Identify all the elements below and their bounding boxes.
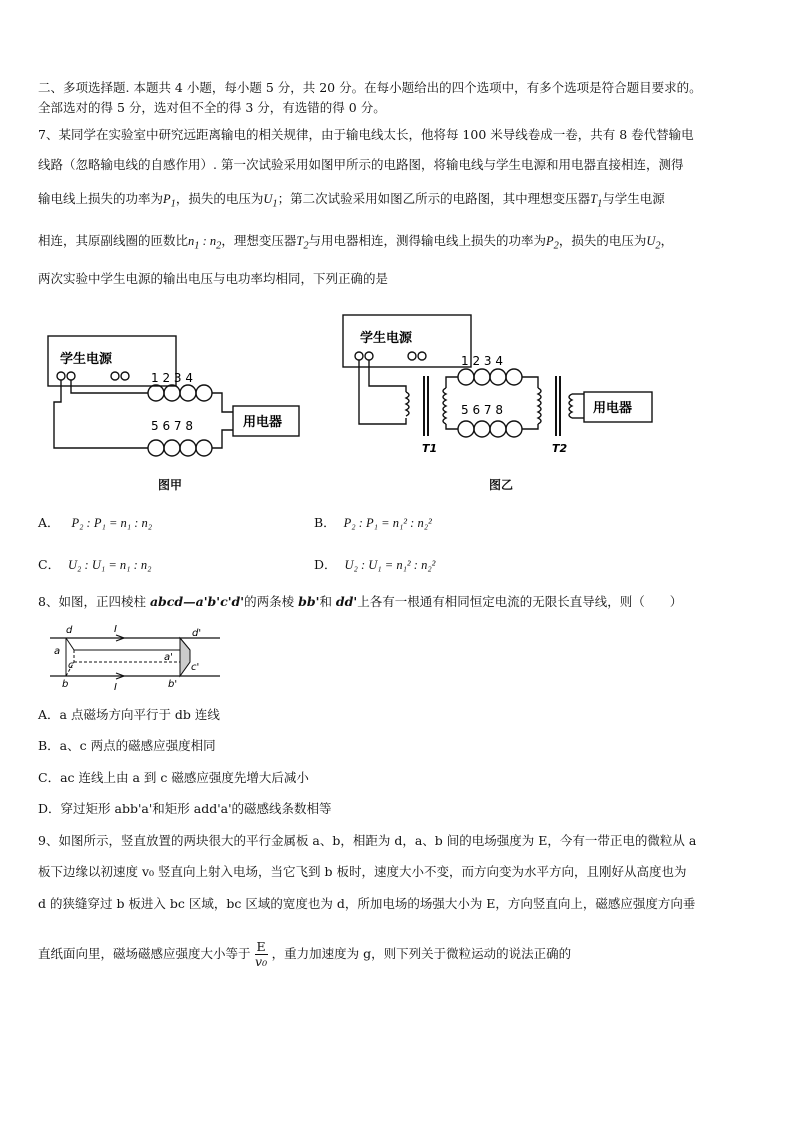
q7-line4-d: ，损失的电压为 xyxy=(558,233,647,248)
symbol-t1: $T_1$ xyxy=(590,192,603,210)
q7-option-b-formula: P₂ : P₁ = n₁² : n₂² xyxy=(343,516,432,530)
q7-line3-a: 输电线上损失的功率为 xyxy=(38,191,164,206)
q7-option-a[interactable]: A． P₂ : P₁ = n₁ : n₂ xyxy=(38,515,153,530)
q7-option-b[interactable]: B． P₂ : P₁ = n₁² : n₂² xyxy=(314,515,432,530)
terminal xyxy=(57,372,65,380)
svg-text:c: c xyxy=(68,660,74,671)
figure-prism xyxy=(44,620,224,696)
svg-text:a: a xyxy=(54,646,61,657)
q8-option-d[interactable]: D．穿过矩形 abb'a'和矩形 add'a'的磁感线条数相等 xyxy=(38,801,332,816)
source-label: 学生电源 xyxy=(60,352,113,367)
terminal xyxy=(111,372,119,380)
terminal xyxy=(67,372,75,380)
q7-line3-c: ；第二次试验采用如图乙所示的电路图，其中理想变压器 xyxy=(277,191,591,206)
figure-yi-caption: 图乙 xyxy=(489,478,514,492)
svg-text:b': b' xyxy=(168,679,178,690)
q8-prism-name: abcd—a'b'c'd' xyxy=(149,594,245,609)
symbol-t2: $T_2$ xyxy=(296,234,309,252)
q9-line3: d 的狭缝穿过 b 板进入 bc 区域，bc 区域的宽度也为 d，所加电场的场强大小为 E，方向竖直向上，磁感应强度方向垂 xyxy=(38,896,696,911)
section-heading-line1: 二、多项选择题. 本题共 4 小题，每小题 5 分，共 20 分。在每小题给出的四个选项中，有多个选项是符合题目要求的。 xyxy=(38,80,702,95)
fraction-e-over-v0: $\frac{E}{\text{v₀}}$ xyxy=(255,939,268,969)
t2-secondary-winding xyxy=(569,394,572,418)
symbol-p1: $P_1$ xyxy=(163,192,176,210)
svg-text:I: I xyxy=(114,624,117,635)
coil-top-label: 1 2 3 4 xyxy=(461,354,503,368)
coil-top-label: 1 2 3 4 xyxy=(151,371,193,385)
q7-line4-c: 与用电器相连，测得输电线上损失的功率为 xyxy=(308,233,547,248)
coil-top xyxy=(148,385,212,401)
q7-line3 xyxy=(38,189,758,215)
q7-option-c[interactable]: C． U₂ : U₁ = n₁ : n₂ xyxy=(38,557,152,572)
coil-bottom-label: 5 6 7 8 xyxy=(461,403,503,417)
figure-jia xyxy=(40,330,320,470)
svg-text:b: b xyxy=(62,679,69,690)
symbol-u1: $U_1$ xyxy=(263,192,278,210)
t2-label: T2 xyxy=(552,442,568,455)
figure-jia-caption: 图甲 xyxy=(158,478,183,492)
q7-line5: 两次实验中学生电源的输出电压与电功率均相同，下列正确的是 xyxy=(38,271,389,286)
figure-yi xyxy=(340,312,670,462)
q7-option-a-formula: P₂ : P₁ = n₁ : n₂ xyxy=(71,516,153,530)
svg-text:I: I xyxy=(114,682,117,693)
q8-option-a[interactable]: A．a 点磁场方向平行于 db 连线 xyxy=(38,707,220,722)
coil-bottom xyxy=(148,440,212,456)
q7-option-d-formula: U₂ : U₁ = n₁² : n₂² xyxy=(344,558,436,572)
q8-option-c[interactable]: C．ac 连线上由 a 到 c 磁感应强度先增大后减小 xyxy=(38,770,309,785)
t1-secondary-winding xyxy=(443,388,446,424)
svg-text:c': c' xyxy=(191,662,200,673)
t1-primary-winding xyxy=(406,392,409,416)
load-label: 用电器 xyxy=(593,401,633,416)
svg-text:d': d' xyxy=(192,628,202,639)
q7-line1: 7、某同学在实验室中研究远距离输电的相关规律，由于输电线太长，他将每 100 米导线卷成一卷，共有 8 卷代替输电 xyxy=(38,127,694,142)
q9-line4: 直纸面向里，磁场磁感应强度大小等于 $\frac{E}{\text{v₀}}$ ，重力加速度为 g，则下列关于微粒运动的说法正确的 xyxy=(38,939,572,969)
q7-line4-a: 相连，其原副线圈的匝数比 xyxy=(38,233,189,248)
symbol-ratio: $n_1$ : $n_2$ xyxy=(188,234,222,252)
q8-option-b[interactable]: B．a、c 两点的磁感应强度相同 xyxy=(38,738,216,753)
q7-line2: 线路（忽略输电线的自感作用）. 第一次试验采用如图甲所示的电路图，将输电线与学生电源和用电器直接相连，测得 xyxy=(38,157,684,172)
symbol-u2: $U_2$ xyxy=(646,234,661,252)
q7-line3-d: 与学生电源 xyxy=(602,191,665,206)
q9-line2: 板下边缘以初速度 v₀ 竖直向上射入电场，当它飞到 b 板时，速度大小不变，而方向变为水平方向，且刚好从高度也为 xyxy=(38,864,687,879)
svg-text:d: d xyxy=(66,625,73,636)
t2-primary-winding xyxy=(538,388,541,424)
q9-line1: 9、如图所示，竖直放置的两块很大的平行金属板 a、b，相距为 d，a、b 间的电场强度为 E，今有一带正电的微粒从 a xyxy=(38,833,697,848)
q7-line4-b: ，理想变压器 xyxy=(221,233,297,248)
q7-option-c-formula: U₂ : U₁ = n₁ : n₂ xyxy=(68,558,152,572)
terminal xyxy=(121,372,129,380)
coil-top xyxy=(458,369,522,385)
source-label: 学生电源 xyxy=(360,331,413,346)
symbol-p2: $P_2$ xyxy=(546,234,559,252)
t1-label: T1 xyxy=(422,442,438,455)
coil-bottom xyxy=(458,421,522,437)
load-label: 用电器 xyxy=(243,415,283,430)
q7-line3-b: ，损失的电压为 xyxy=(175,191,264,206)
coil-bottom-label: 5 6 7 8 xyxy=(151,419,193,433)
q7-option-d[interactable]: D． U₂ : U₁ = n₁² : n₂² xyxy=(314,557,436,572)
svg-text:a': a' xyxy=(164,652,173,663)
q8-stem: 8、如图，正四棱柱 abcd—a'b'c'd'的两条棱 bb'和 dd'上各有一根通有相同恒定电流的无限长直导线，则（ ） xyxy=(38,594,683,609)
section-heading-line2: 全部选对的得 5 分，选对但不全的得 3 分，有选错的得 0 分。 xyxy=(38,100,386,115)
q7-line4: 相连，其原副线圈的匝数比$n_1$ : $n_2$，理想变压器$T_2$与用电器相连，测得输电线上损失的功率为$P_2$，损失的电压为$U_2$， xyxy=(38,233,674,252)
